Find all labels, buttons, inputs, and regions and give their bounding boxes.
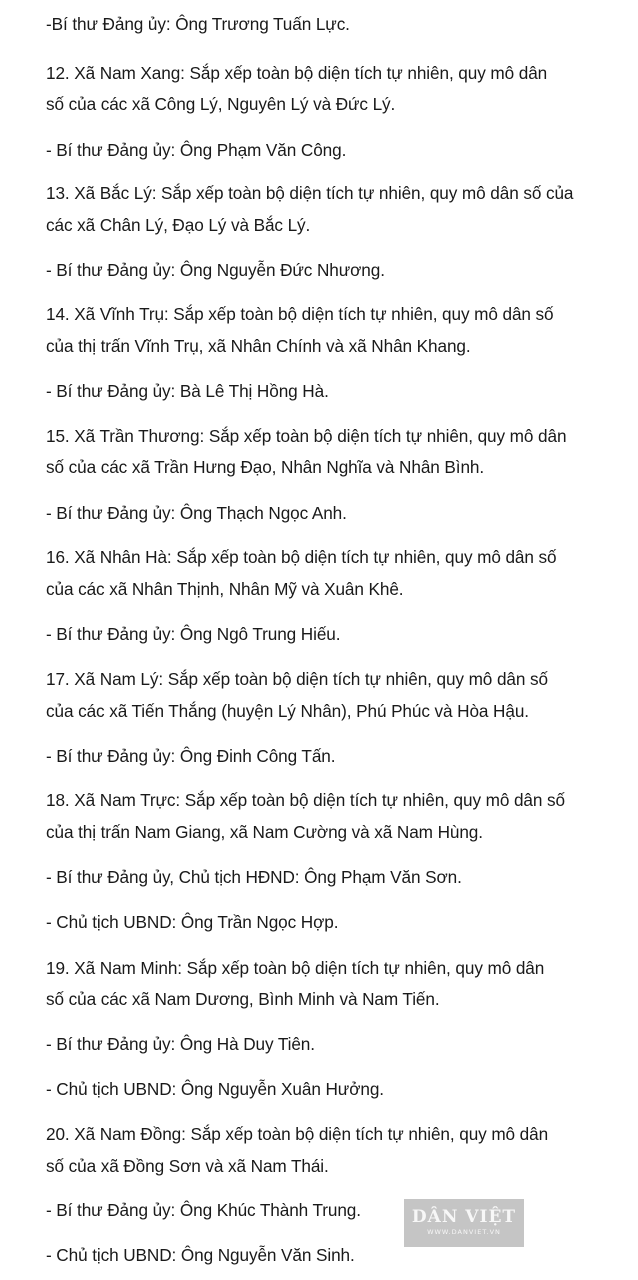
text-line: - Chủ tịch UBND: Ông Nguyễn Xuân Hưởng.	[46, 1079, 384, 1099]
text-line: số của xã Đồng Sơn và xã Nam Thái.	[46, 1156, 329, 1176]
text-line: số của các xã Trần Hưng Đạo, Nhân Nghĩa và Nhân Bình.	[46, 457, 485, 477]
text-line: của các xã Nhân Thịnh, Nhân Mỹ và Xuân Khê.	[46, 579, 404, 599]
text-line: - Bí thư Đảng ủy: Ông Nguyễn Đức Nhương.	[46, 260, 385, 280]
text-line: - Bí thư Đảng ủy: Ông Đinh Công Tấn.	[46, 746, 336, 766]
text-line: - Chủ tịch UBND: Ông Trần Ngọc Hợp.	[46, 912, 339, 932]
text-line: của thị trấn Vĩnh Trụ, xã Nhân Chính và xã Nhân Khang.	[46, 336, 471, 356]
text-line: 20. Xã Nam Đồng: Sắp xếp toàn bộ diện tích tự nhiên, quy mô dân	[46, 1124, 549, 1144]
text-line: của thị trấn Nam Giang, xã Nam Cường và xã Nam Hùng.	[46, 822, 483, 842]
text-line: số của các xã Công Lý, Nguyên Lý và Đức Lý.	[46, 94, 396, 114]
watermark-title: DÂN VIỆT	[411, 1207, 517, 1227]
watermark-url: WWW.DANVIET.VN	[427, 1228, 501, 1236]
text-line: 14. Xã Vĩnh Trụ: Sắp xếp toàn bộ diện tích tự nhiên, quy mô dân số	[46, 304, 554, 324]
text-line: 12. Xã Nam Xang: Sắp xếp toàn bộ diện tích tự nhiên, quy mô dân	[46, 63, 548, 83]
text-line: - Bí thư Đảng ủy, Chủ tịch HĐND: Ông Phạm Văn Sơn.	[46, 867, 462, 887]
text-line: 18. Xã Nam Trực: Sắp xếp toàn bộ diện tích tự nhiên, quy mô dân số	[46, 790, 565, 810]
text-line: 19. Xã Nam Minh: Sắp xếp toàn bộ diện tích tự nhiên, quy mô dân	[46, 958, 545, 978]
text-line: số của các xã Nam Dương, Bình Minh và Nam Tiến.	[46, 989, 440, 1009]
text-line: - Bí thư Đảng ủy: Ông Ngô Trung Hiếu.	[46, 624, 341, 644]
text-line: -Bí thư Đảng ủy: Ông Trương Tuấn Lực.	[46, 14, 350, 34]
text-line: 13. Xã Bắc Lý: Sắp xếp toàn bộ diện tích tự nhiên, quy mô dân số của	[46, 183, 574, 203]
danviet-watermark	[404, 1199, 524, 1247]
text-line: của các xã Tiến Thắng (huyện Lý Nhân), Phú Phúc và Hòa Hậu.	[46, 701, 529, 721]
text-line: 16. Xã Nhân Hà: Sắp xếp toàn bộ diện tích tự nhiên, quy mô dân số	[46, 547, 557, 567]
text-line: - Bí thư Đảng ủy: Ông Khúc Thành Trung.	[46, 1200, 361, 1220]
text-line: 17. Xã Nam Lý: Sắp xếp toàn bộ diện tích tự nhiên, quy mô dân số	[46, 669, 548, 689]
text-line: - Chủ tịch UBND: Ông Nguyễn Văn Sinh.	[46, 1245, 355, 1265]
text-line: - Bí thư Đảng ủy: Ông Phạm Văn Công.	[46, 140, 347, 160]
text-line: - Bí thư Đảng ủy: Bà Lê Thị Hồng Hà.	[46, 381, 329, 401]
text-line: các xã Chân Lý, Đạo Lý và Bắc Lý.	[46, 215, 311, 235]
text-line: - Bí thư Đảng ủy: Ông Thạch Ngọc Anh.	[46, 503, 347, 523]
text-line: - Bí thư Đảng ủy: Ông Hà Duy Tiên.	[46, 1034, 315, 1054]
text-line: 15. Xã Trần Thương: Sắp xếp toàn bộ diện tích tự nhiên, quy mô dân	[46, 426, 567, 446]
